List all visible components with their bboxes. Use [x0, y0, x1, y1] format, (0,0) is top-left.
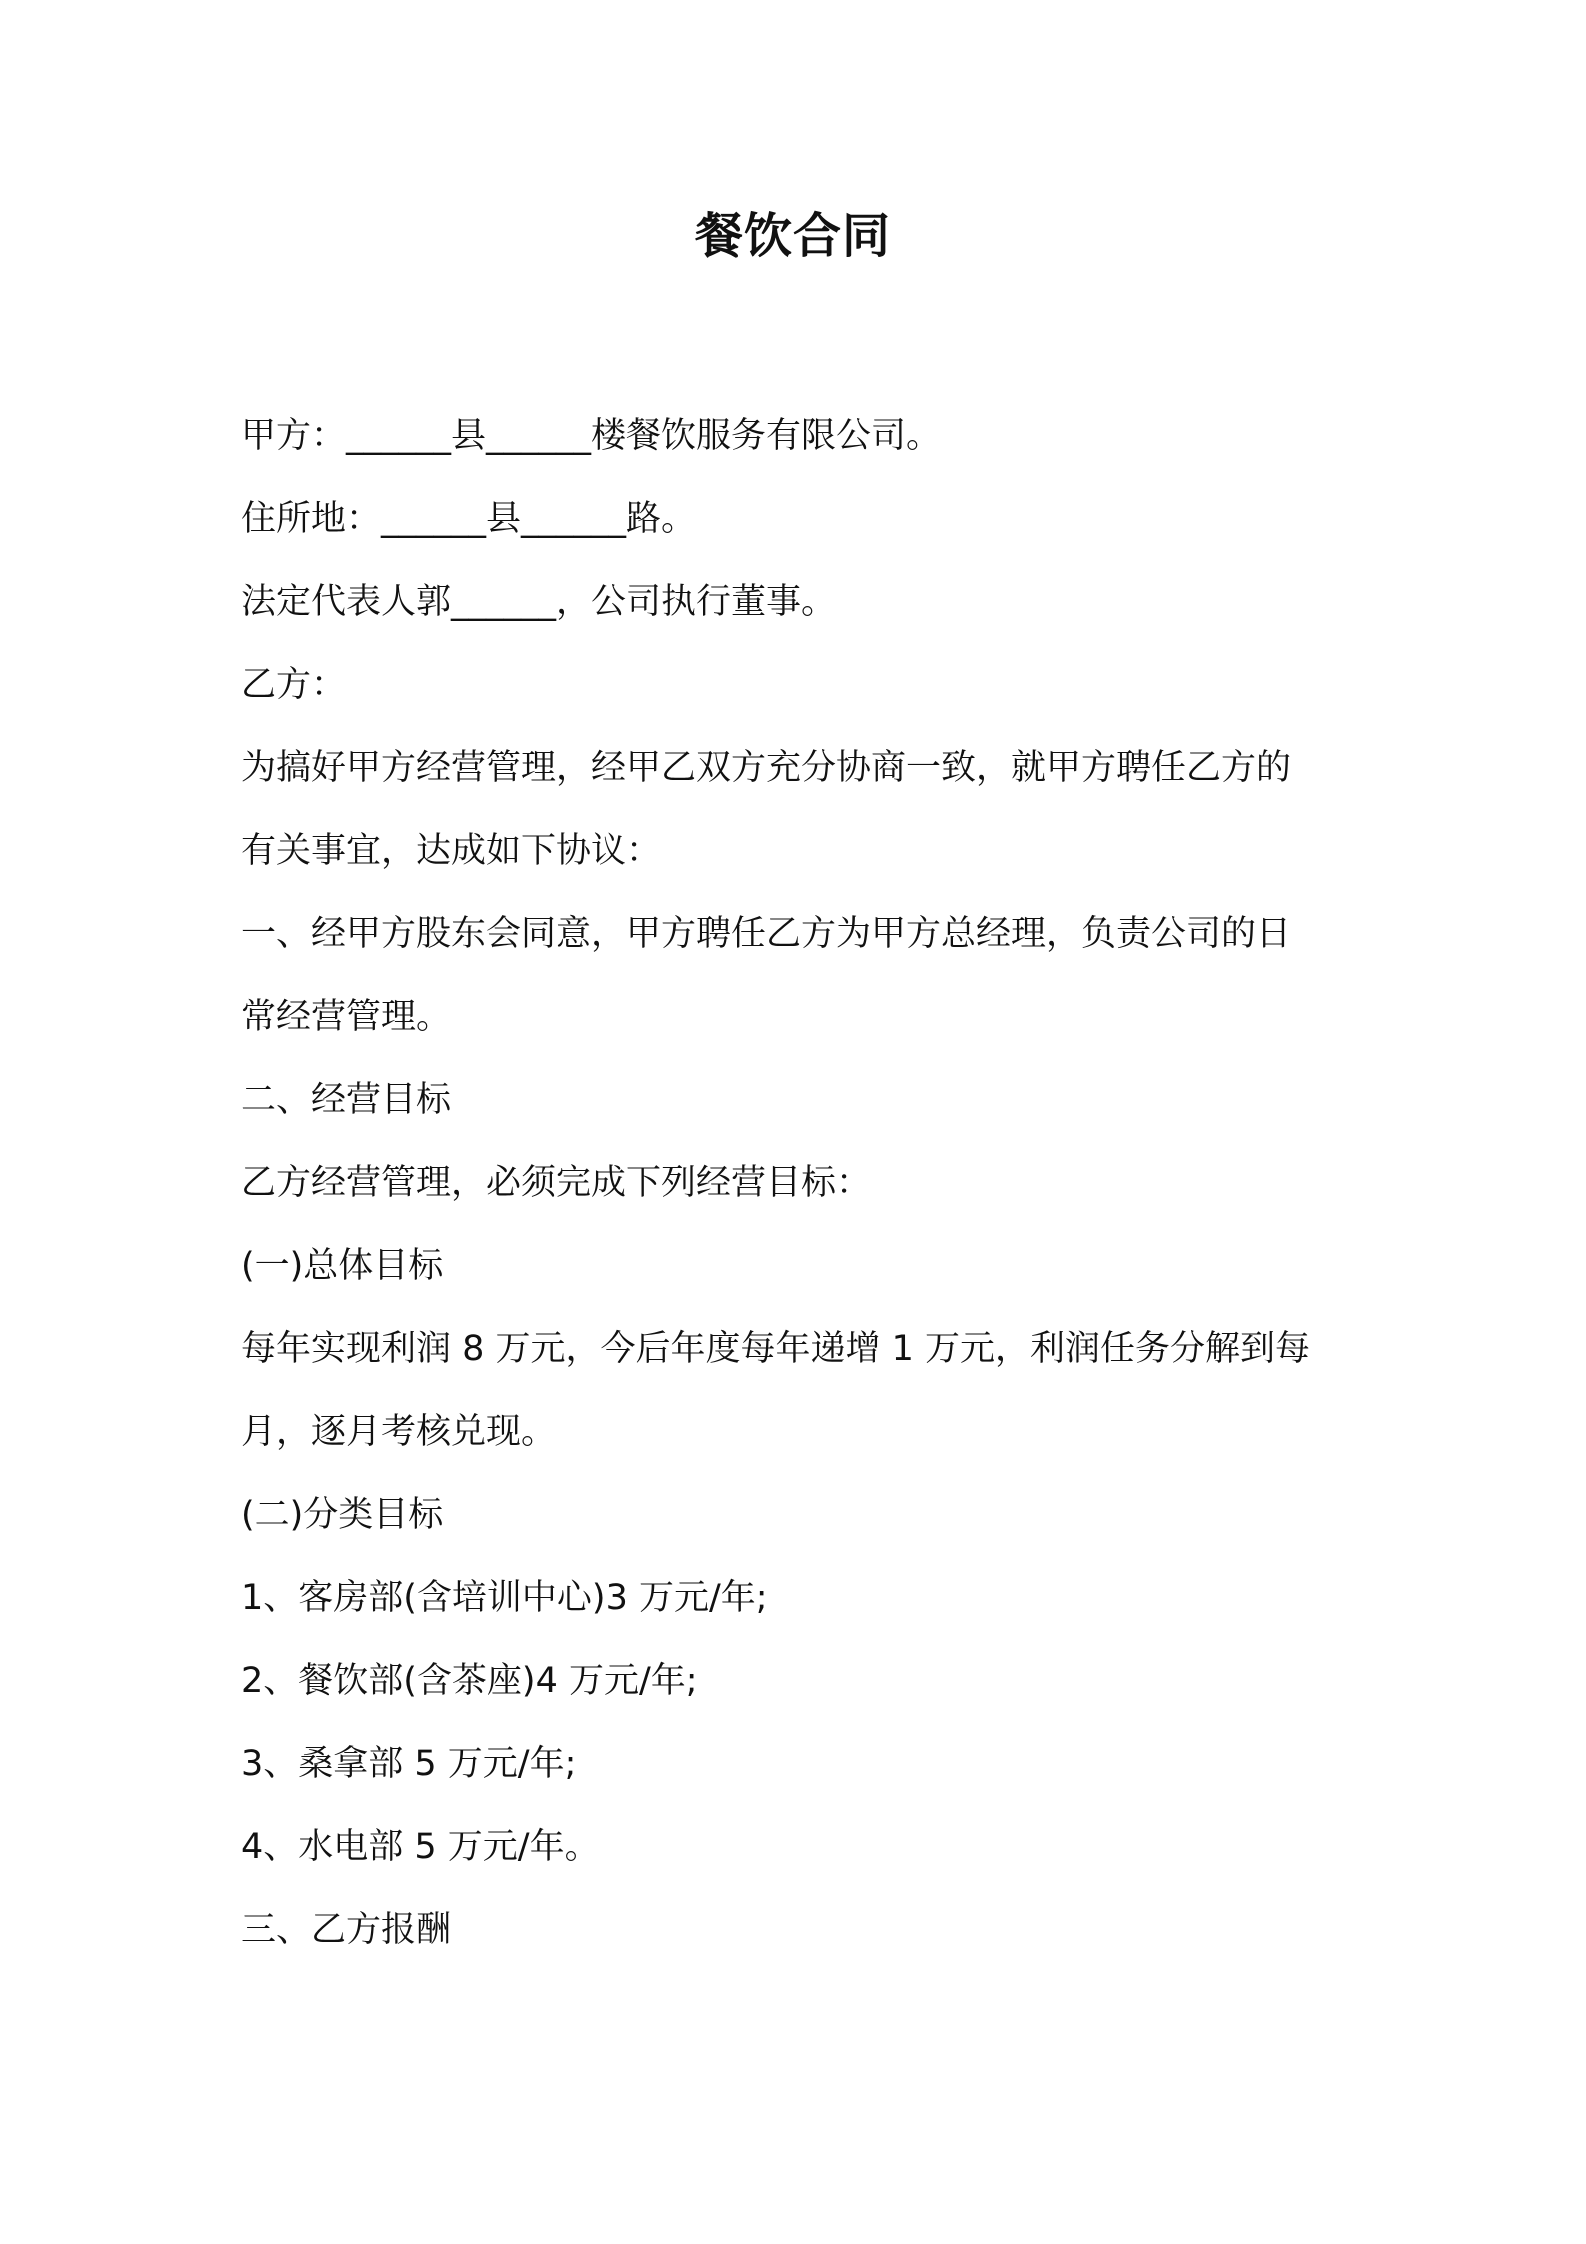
text-line: 常经营管理。 — [241, 997, 452, 1037]
subsection-heading: (一)总体目标 — [241, 1246, 444, 1286]
text-line: 月，逐月考核兑现。 — [241, 1412, 557, 1452]
text-line: 甲方：______县______楼餐饮服务有限公司。 — [241, 416, 942, 456]
text-line: 法定代表人郭______，公司执行董事。 — [241, 582, 837, 622]
text-line: 一、经甲方股东会同意，甲方聘任乙方为甲方总经理，负责公司的日 — [241, 914, 1292, 954]
subsection-heading: (二)分类目标 — [241, 1495, 444, 1535]
text-line: 每年实现利润 8 万元，今后年度每年递增 1 万元，利润任务分解到每 — [241, 1329, 1311, 1369]
text-line: 为搞好甲方经营管理，经甲乙双方充分协商一致，就甲方聘任乙方的 — [241, 748, 1292, 788]
document-title: 餐饮合同 — [694, 208, 891, 264]
section-heading: 二、经营目标 — [241, 1080, 452, 1120]
text-line: 有关事宜，达成如下协议： — [241, 831, 662, 871]
document-body — [241, 404, 1361, 1981]
list-item: 3、桑拿部 5 万元/年; — [241, 1744, 577, 1784]
list-item: 2、餐饮部(含茶座)4 万元/年; — [241, 1661, 698, 1701]
list-item: 1、客房部(含培训中心)3 万元/年; — [241, 1578, 768, 1618]
text-line: 乙方： — [241, 665, 347, 705]
text-line: 乙方经营管理，必须完成下列经营目标： — [241, 1163, 872, 1203]
list-item: 4、水电部 5 万元/年。 — [241, 1827, 600, 1867]
section-heading: 三、乙方报酬 — [241, 1910, 452, 1950]
text-line: 住所地：______县______路。 — [241, 499, 697, 539]
